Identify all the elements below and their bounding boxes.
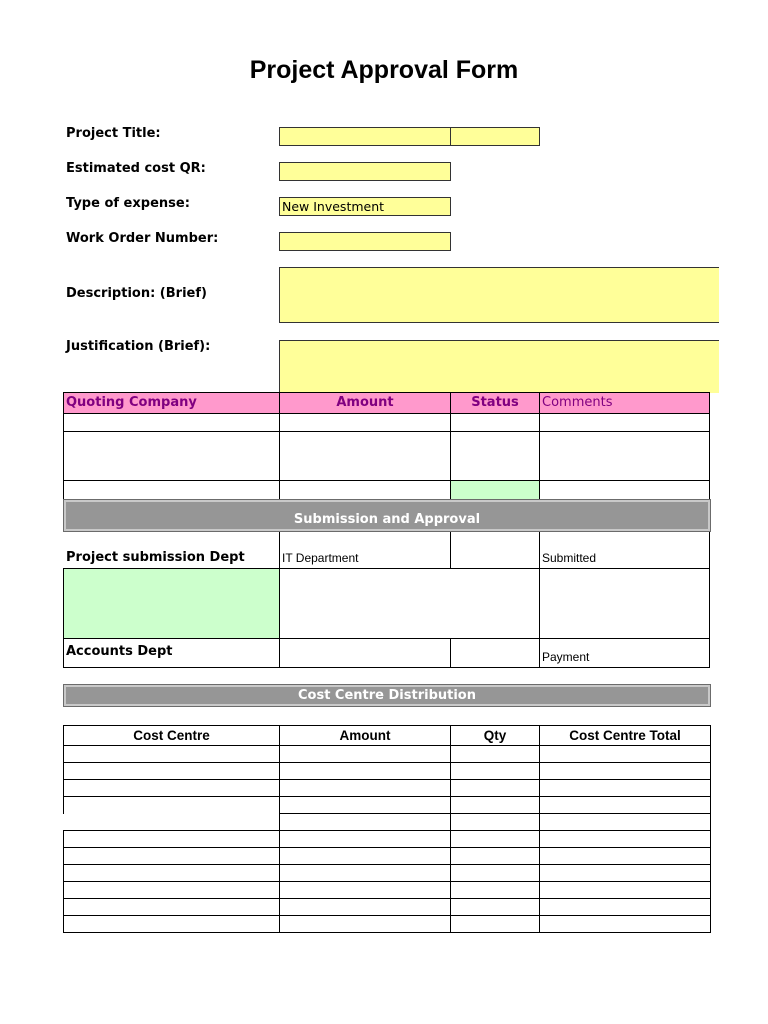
table-row: [64, 746, 711, 763]
table-cell[interactable]: [451, 746, 540, 763]
table-row: [64, 899, 711, 916]
table-cell[interactable]: [64, 797, 280, 814]
project-title-extra-field[interactable]: [450, 127, 540, 146]
comments-header: Comments: [542, 395, 613, 410]
cost-centre-total-header: Cost Centre Total: [540, 726, 711, 746]
submission-line: [63, 638, 710, 639]
type-of-expense-label: Type of expense:: [66, 196, 190, 211]
cost-centre-distribution-bar: Cost Centre Distribution: [63, 684, 711, 707]
table-cell[interactable]: [540, 865, 711, 882]
project-title-label: Project Title:: [66, 126, 161, 141]
table-row: [64, 916, 711, 933]
description-label: Description: (Brief): [66, 286, 207, 301]
status-header: Status: [471, 395, 519, 410]
table-cell[interactable]: [280, 746, 451, 763]
project-title-field[interactable]: [279, 127, 451, 146]
project-submission-dept-value: IT Department: [282, 551, 359, 565]
quotes-line: [539, 392, 540, 500]
quote-status-cell-green[interactable]: [451, 481, 539, 499]
accounts-dept-status: Payment: [542, 650, 590, 664]
type-of-expense-value: New Investment: [282, 199, 385, 214]
description-field[interactable]: [279, 267, 719, 323]
table-row: [64, 882, 711, 899]
table-row: [64, 780, 711, 797]
table-cell[interactable]: [280, 797, 451, 814]
submission-approval-bar: Submission and Approval: [63, 499, 711, 532]
table-cell[interactable]: [64, 865, 280, 882]
table-cell[interactable]: [280, 814, 451, 831]
table-cell[interactable]: [540, 780, 711, 797]
table-cell[interactable]: [280, 763, 451, 780]
table-cell[interactable]: [64, 814, 280, 831]
table-cell[interactable]: [540, 763, 711, 780]
table-row: [64, 797, 711, 814]
table-row: [64, 763, 711, 780]
table-cell[interactable]: [540, 814, 711, 831]
table-cell[interactable]: [451, 814, 540, 831]
quotes-line: [63, 480, 710, 481]
table-cell[interactable]: [64, 746, 280, 763]
table-cell[interactable]: [64, 882, 280, 899]
table-cell[interactable]: [451, 848, 540, 865]
table-cell[interactable]: [540, 899, 711, 916]
quotes-line: [63, 392, 64, 500]
table-row: [64, 848, 711, 865]
table-cell[interactable]: [540, 882, 711, 899]
table-cell[interactable]: [540, 848, 711, 865]
table-cell[interactable]: [451, 916, 540, 933]
work-order-field[interactable]: [279, 232, 451, 251]
submission-line: [63, 568, 710, 569]
signature-cell-green[interactable]: [64, 569, 279, 638]
table-cell[interactable]: [451, 763, 540, 780]
table-cell[interactable]: [64, 916, 280, 933]
type-of-expense-field[interactable]: [279, 197, 451, 216]
table-cell[interactable]: [280, 831, 451, 848]
table-cell[interactable]: [280, 882, 451, 899]
justification-label: Justification (Brief):: [66, 339, 211, 354]
table-cell[interactable]: [451, 780, 540, 797]
page-title: Project Approval Form: [249, 56, 519, 84]
table-row: [64, 865, 711, 882]
cost-centre-table: [63, 725, 711, 933]
project-submission-dept-label: Project submission Dept: [66, 550, 245, 565]
project-submission-status: Submitted: [542, 551, 597, 565]
table-row: [64, 814, 711, 831]
table-header-row: [64, 726, 711, 746]
quoting-company-header: Quoting Company: [66, 395, 197, 410]
table-cell[interactable]: [451, 797, 540, 814]
table-cell[interactable]: [64, 899, 280, 916]
justification-field[interactable]: [279, 340, 719, 393]
table-cell[interactable]: [280, 848, 451, 865]
quotes-line: [279, 392, 280, 500]
submission-line: [279, 532, 280, 668]
work-order-label: Work Order Number:: [66, 231, 219, 246]
submission-line: [709, 532, 710, 668]
table-cell[interactable]: [280, 899, 451, 916]
quotes-line: [709, 392, 710, 500]
table-cell[interactable]: [540, 916, 711, 933]
cost-amount-header: Amount: [280, 726, 451, 746]
estimated-cost-label: Estimated cost QR:: [66, 161, 206, 176]
submission-line: [63, 667, 710, 668]
table-cell[interactable]: [451, 865, 540, 882]
table-cell[interactable]: [64, 848, 280, 865]
submission-line: [63, 568, 64, 668]
table-cell[interactable]: [64, 780, 280, 797]
table-cell[interactable]: [451, 882, 540, 899]
submission-line: [539, 532, 540, 668]
table-row: [64, 831, 711, 848]
table-cell[interactable]: [280, 780, 451, 797]
cost-qty-header: Qty: [451, 726, 540, 746]
quotes-line: [63, 413, 710, 414]
submission-line: [450, 532, 451, 569]
table-cell[interactable]: [451, 831, 540, 848]
cost-centre-header: Cost Centre: [64, 726, 280, 746]
table-cell[interactable]: [451, 899, 540, 916]
table-cell[interactable]: [540, 746, 711, 763]
table-cell[interactable]: [280, 916, 451, 933]
accounts-dept-label: Accounts Dept: [66, 644, 173, 659]
quotes-line: [63, 431, 710, 432]
amount-header: Amount: [336, 395, 394, 410]
quotes-line: [63, 392, 710, 393]
table-cell[interactable]: [540, 797, 711, 814]
estimated-cost-field[interactable]: [279, 162, 451, 181]
table-cell[interactable]: [540, 831, 711, 848]
table-cell[interactable]: [64, 831, 280, 848]
table-cell[interactable]: [64, 763, 280, 780]
submission-line: [450, 638, 451, 668]
quotes-line: [450, 392, 451, 500]
table-cell[interactable]: [280, 865, 451, 882]
